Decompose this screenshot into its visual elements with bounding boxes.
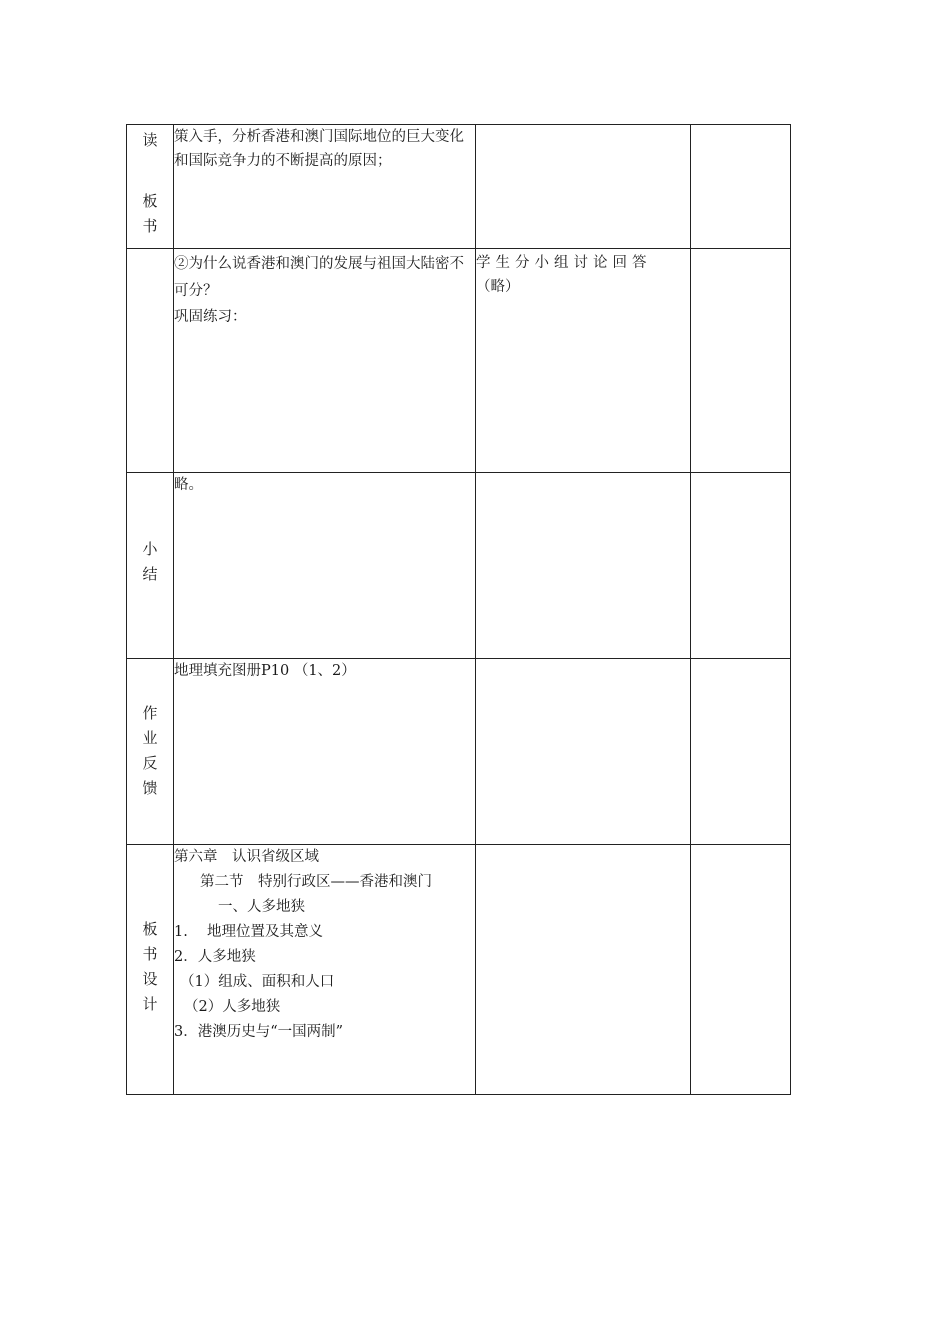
board-item: 一、人多地狭	[218, 899, 305, 915]
notes-cell	[691, 249, 791, 473]
lesson-plan-table	[126, 124, 791, 1095]
row-label: 计	[142, 995, 158, 1013]
row-label-cell	[127, 249, 174, 473]
student-activity-cell	[476, 249, 691, 473]
row-label-cell	[127, 845, 174, 1095]
row-label: 业	[142, 729, 158, 747]
row-label: 书	[142, 945, 158, 963]
student-activity-cell	[476, 659, 691, 845]
row-label: 设	[142, 970, 158, 988]
table-row	[127, 845, 791, 1095]
student-activity-text: （略）	[476, 279, 520, 295]
content-cell	[174, 249, 476, 473]
row-label: 结	[142, 565, 158, 583]
content-text: 略。	[174, 477, 203, 493]
board-heading: 第六章 认识省级区域	[174, 849, 319, 865]
row-label: 书	[142, 217, 158, 235]
content-text: ②为什么说香港和澳门的发展与祖国大陆密不可分？	[174, 256, 464, 299]
content-text: 策入手，分析香港和澳门国际地位的巨大变化和国际竞争力的不断提高的原因；	[174, 129, 464, 169]
row-label: 馈	[142, 779, 158, 797]
content-cell	[174, 845, 476, 1095]
notes-cell	[691, 845, 791, 1095]
table-row	[127, 249, 791, 473]
student-activity-cell	[476, 125, 691, 249]
table-row	[127, 125, 791, 249]
row-label: 板	[142, 920, 158, 938]
table-row	[127, 659, 791, 845]
notes-cell	[691, 659, 791, 845]
board-item: （1）组成、面积和人口	[180, 974, 335, 990]
row-label: 小	[142, 540, 158, 558]
row-label: 读	[142, 131, 158, 149]
board-section-title: 第二节 特别行政区——香港和澳门	[200, 874, 432, 890]
content-text: 巩固练习：	[174, 309, 247, 325]
row-label-cell	[127, 659, 174, 845]
row-label-cell	[127, 125, 174, 249]
board-item: （2）人多地狭	[184, 999, 281, 1015]
row-label: 作	[142, 704, 158, 722]
student-activity-cell	[476, 845, 691, 1095]
board-item: 1. 地理位置及其意义	[174, 924, 323, 940]
board-item: 3．港澳历史与“一国两制”	[174, 1024, 344, 1040]
notes-cell	[691, 473, 791, 659]
content-cell	[174, 659, 476, 845]
content-cell	[174, 473, 476, 659]
table-row	[127, 473, 791, 659]
row-label: 反	[142, 754, 158, 772]
student-activity-text: 学生分小组讨论回答	[476, 255, 652, 271]
row-label-cell	[127, 473, 174, 659]
board-item: 2．人多地狭	[174, 949, 256, 965]
content-text: 地理填充图册P10 （1、2）	[174, 663, 356, 679]
student-activity-cell	[476, 473, 691, 659]
content-cell	[174, 125, 476, 249]
row-label: 板	[142, 192, 158, 210]
notes-cell	[691, 125, 791, 249]
